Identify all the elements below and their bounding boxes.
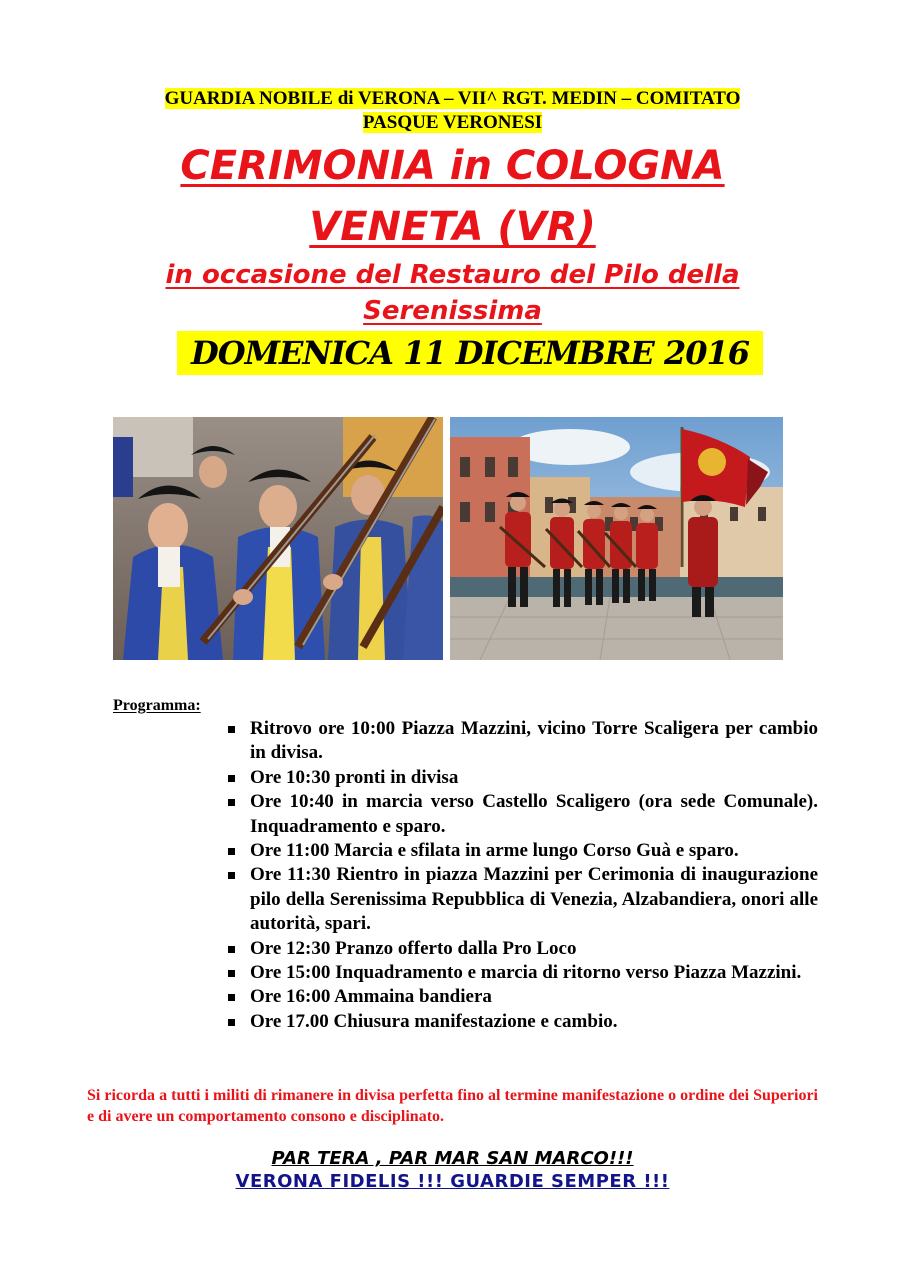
program-label: Programma: [113, 697, 201, 714]
event-title-line-2: VENETA (VR) [309, 204, 596, 250]
photo-soldiers-flag-venice [450, 417, 783, 660]
program-item: Ore 11:30 Rientro in piazza Mazzini per Cerimonia di inaugurazione pilo della Serenissima Repubblica di Venezia, Alzabandiera, onori alle autorità, spari. [228, 863, 818, 936]
organizer-line-2: PASQUE VERONESI [362, 112, 543, 133]
program-item: Ritrovo ore 10:00 Piazza Mazzini, vicino Torre Scaligera per cambio in divisa. [228, 717, 818, 766]
soldiers-flag-illustration [450, 417, 783, 660]
event-subtitle-line-1: in occasione del Restauro del Pilo della [165, 260, 740, 290]
motto-line-1: PAR TERA , PAR MAR SAN MARCO!!! [271, 1148, 634, 1169]
program-item: Ore 11:00 Marcia e sfilata in arme lungo Corso Guà e sparo. [228, 839, 818, 863]
event-title-line-1: CERIMONIA in COLOGNA [180, 143, 725, 189]
program-list [228, 717, 818, 1034]
event-subtitle-line-2: Serenissima [363, 296, 542, 326]
motto-line-2: VERONA FIDELIS !!! GUARDIE SEMPER !!! [235, 1171, 670, 1192]
program-item: Ore 17.00 Chiusura manifestazione e cambio. [228, 1010, 818, 1034]
event-date: DOMENICA 11 DICEMBRE 2016 [177, 331, 763, 375]
program-item: Ore 12:30 Pranzo offerto dalla Pro Loco [228, 937, 818, 961]
program-item: Ore 10:30 pronti in divisa [228, 766, 818, 790]
program-item: Ore 15:00 Inquadramento e marcia di ritorno verso Piazza Mazzini. [228, 961, 818, 985]
uniform-reminder: Si ricorda a tutti i militi di rimanere in divisa perfetta fino al termine manifestazione o ordine dei Superiori e di avere un comportamento consono e disciplinato. [87, 1087, 818, 1125]
organizer-line-1: GUARDIA NOBILE di VERONA – VII^ RGT. MEDIN – COMITATO [164, 88, 741, 109]
program-item: Ore 16:00 Ammaina bandiera [228, 985, 818, 1009]
organizer-header [100, 87, 805, 135]
photo-soldiers-muskets [113, 417, 443, 660]
soldiers-muskets-illustration [113, 417, 443, 660]
program-item: Ore 10:40 in marcia verso Castello Scaligero (ora sede Comunale). Inquadramento e sparo. [228, 790, 818, 839]
